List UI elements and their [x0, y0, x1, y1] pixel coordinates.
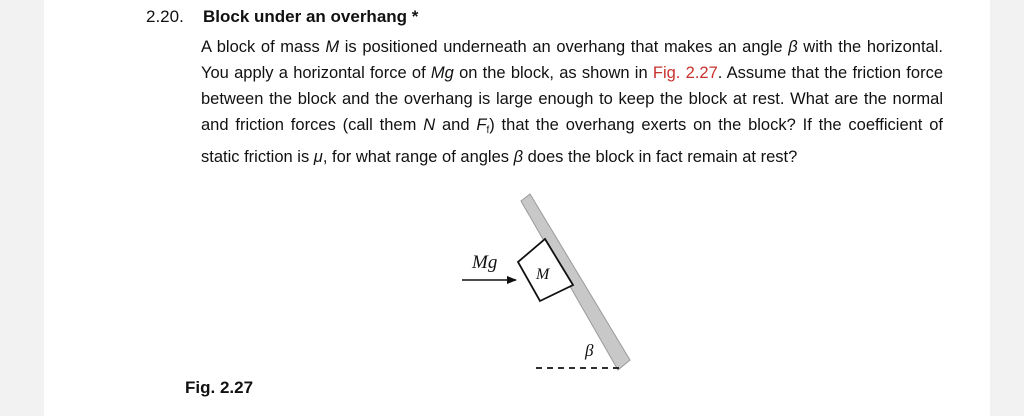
problem-number: 2.20. — [146, 7, 184, 26]
problem-statement: A block of mass M is positioned underneath an overhang that makes an angle β with the horizontal. You apply a horizontal force of Mg on the block, as shown in Fig. 2.27. Assume that the friction force between the block and the overhang is large enough to keep the block at rest. What are the normal and friction forces (call them N and $F_f$) that the overhang exerts on the block? If the coefficient of static friction is μ, for what range of angles β does the block in fact remain at rest? — [201, 38, 943, 166]
angle-symbol-2: β — [513, 148, 524, 166]
normal-force-symbol: N — [423, 116, 436, 134]
problem-title: Block under an overhang * — [203, 7, 419, 26]
friction-force-symbol: $F_f$ — [476, 116, 490, 136]
block-label: M — [536, 266, 550, 283]
figure-caption: Fig. 2.27 — [185, 378, 254, 397]
mu-symbol: μ — [313, 148, 323, 166]
angle-label: β — [585, 341, 594, 360]
force-symbol: Mg — [430, 64, 454, 82]
mass-symbol: M — [325, 38, 340, 56]
figure-reference-link[interactable]: Fig. 2.27 — [652, 64, 718, 82]
force-label: Mg — [472, 252, 498, 273]
angle-symbol: β — [788, 38, 798, 56]
